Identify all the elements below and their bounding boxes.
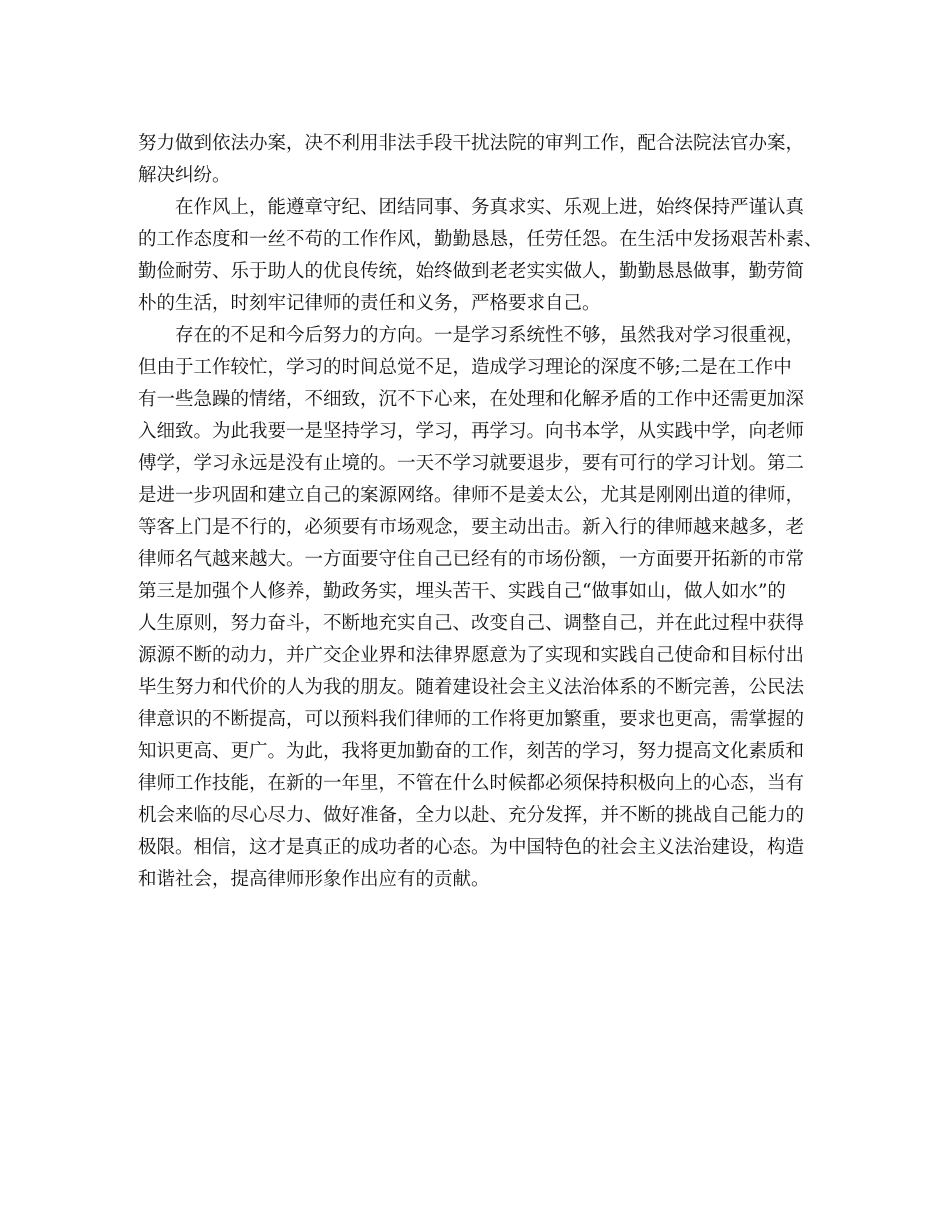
body-line: 机会来临的尽心尽力、做好准备，全力以赴、充分发挥，并不断的挑战自己能力的 bbox=[138, 805, 805, 826]
body-line: 勤俭耐劳、乐于助人的优良传统，始终做到老老实实做人，勤勤恳恳做事，勤劳简 bbox=[138, 261, 805, 282]
body-line: 第三是加强个人修养，勤政务实，埋头苦干、实践自己“做事如山，做人如水”的 bbox=[138, 581, 786, 602]
body-line: 朴的生活，时刻牢记律师的责任和义务，严格要求自己。 bbox=[138, 293, 601, 314]
body-line: 努力做到依法办案，决不利用非法手段干扰法院的审判工作，配合法院法官办案， bbox=[138, 133, 805, 154]
paragraph-first-line: 存在的不足和今后努力的方向。一是学习系统性不够，虽然我对学习很重视， bbox=[175, 325, 805, 346]
body-line: 和谐社会，提高律师形象作出应有的贡献。 bbox=[138, 869, 490, 890]
body-line: 有一些急躁的情绪，不细致，沉不下心来，在处理和化解矛盾的工作中还需更加深 bbox=[138, 389, 805, 410]
body-line: 是进一步巩固和建立自己的案源网络。律师不是姜太公，尤其是刚刚出道的律师， bbox=[138, 485, 805, 506]
paragraph-first-line: 在作风上，能遵章守纪、团结同事、务真求实、乐观上进，始终保持严谨认真 bbox=[175, 197, 805, 218]
body-line: 入细致。为此我要一是坚持学习，学习，再学习。向书本学，从实践中学，向老师 bbox=[138, 421, 805, 442]
body-line: 毕生努力和代价的人为我的朋友。随着建设社会主义法治体系的不断完善，公民法 bbox=[138, 677, 805, 698]
body-line: 人生原则，努力奋斗，不断地充实自己、改变自己、调整自己，并在此过程中获得 bbox=[138, 613, 805, 634]
body-line: 律师名气越来越大。一方面要守住自己已经有的市场份额，一方面要开拓新的市常 bbox=[138, 549, 805, 570]
body-line: 源源不断的动力，并广交企业界和法律界愿意为了实现和实践自己使命和目标付出 bbox=[138, 645, 805, 666]
document-body bbox=[138, 128, 828, 896]
body-line: 律意识的不断提高，可以预料我们律师的工作将更加繁重，要求也更高，需掌握的 bbox=[138, 709, 805, 730]
body-line: 傅学，学习永远是没有止境的。一天不学习就要退步，要有可行的学习计划。第二 bbox=[138, 453, 805, 474]
body-line: 的工作态度和一丝不苟的工作作风，勤勤恳恳，任劳任怨。在生活中发扬艰苦朴素、 bbox=[138, 229, 823, 250]
body-line: 极限。相信，这才是真正的成功者的心态。为中国特色的社会主义法治建设，构造 bbox=[138, 837, 805, 858]
body-line: 律师工作技能，在新的一年里，不管在什么时候都必须保持积极向上的心态，当有 bbox=[138, 773, 805, 794]
body-line: 但由于工作较忙，学习的时间总觉不足，造成学习理论的深度不够;二是在工作中 bbox=[138, 357, 792, 378]
body-line: 等客上门是不行的，必须要有市场观念，要主动出击。新入行的律师越来越多，老 bbox=[138, 517, 805, 538]
body-line: 知识更高、更广。为此，我将更加勤奋的工作，刻苦的学习，努力提高文化素质和 bbox=[138, 741, 805, 762]
body-line: 解决纠纷。 bbox=[138, 165, 231, 186]
